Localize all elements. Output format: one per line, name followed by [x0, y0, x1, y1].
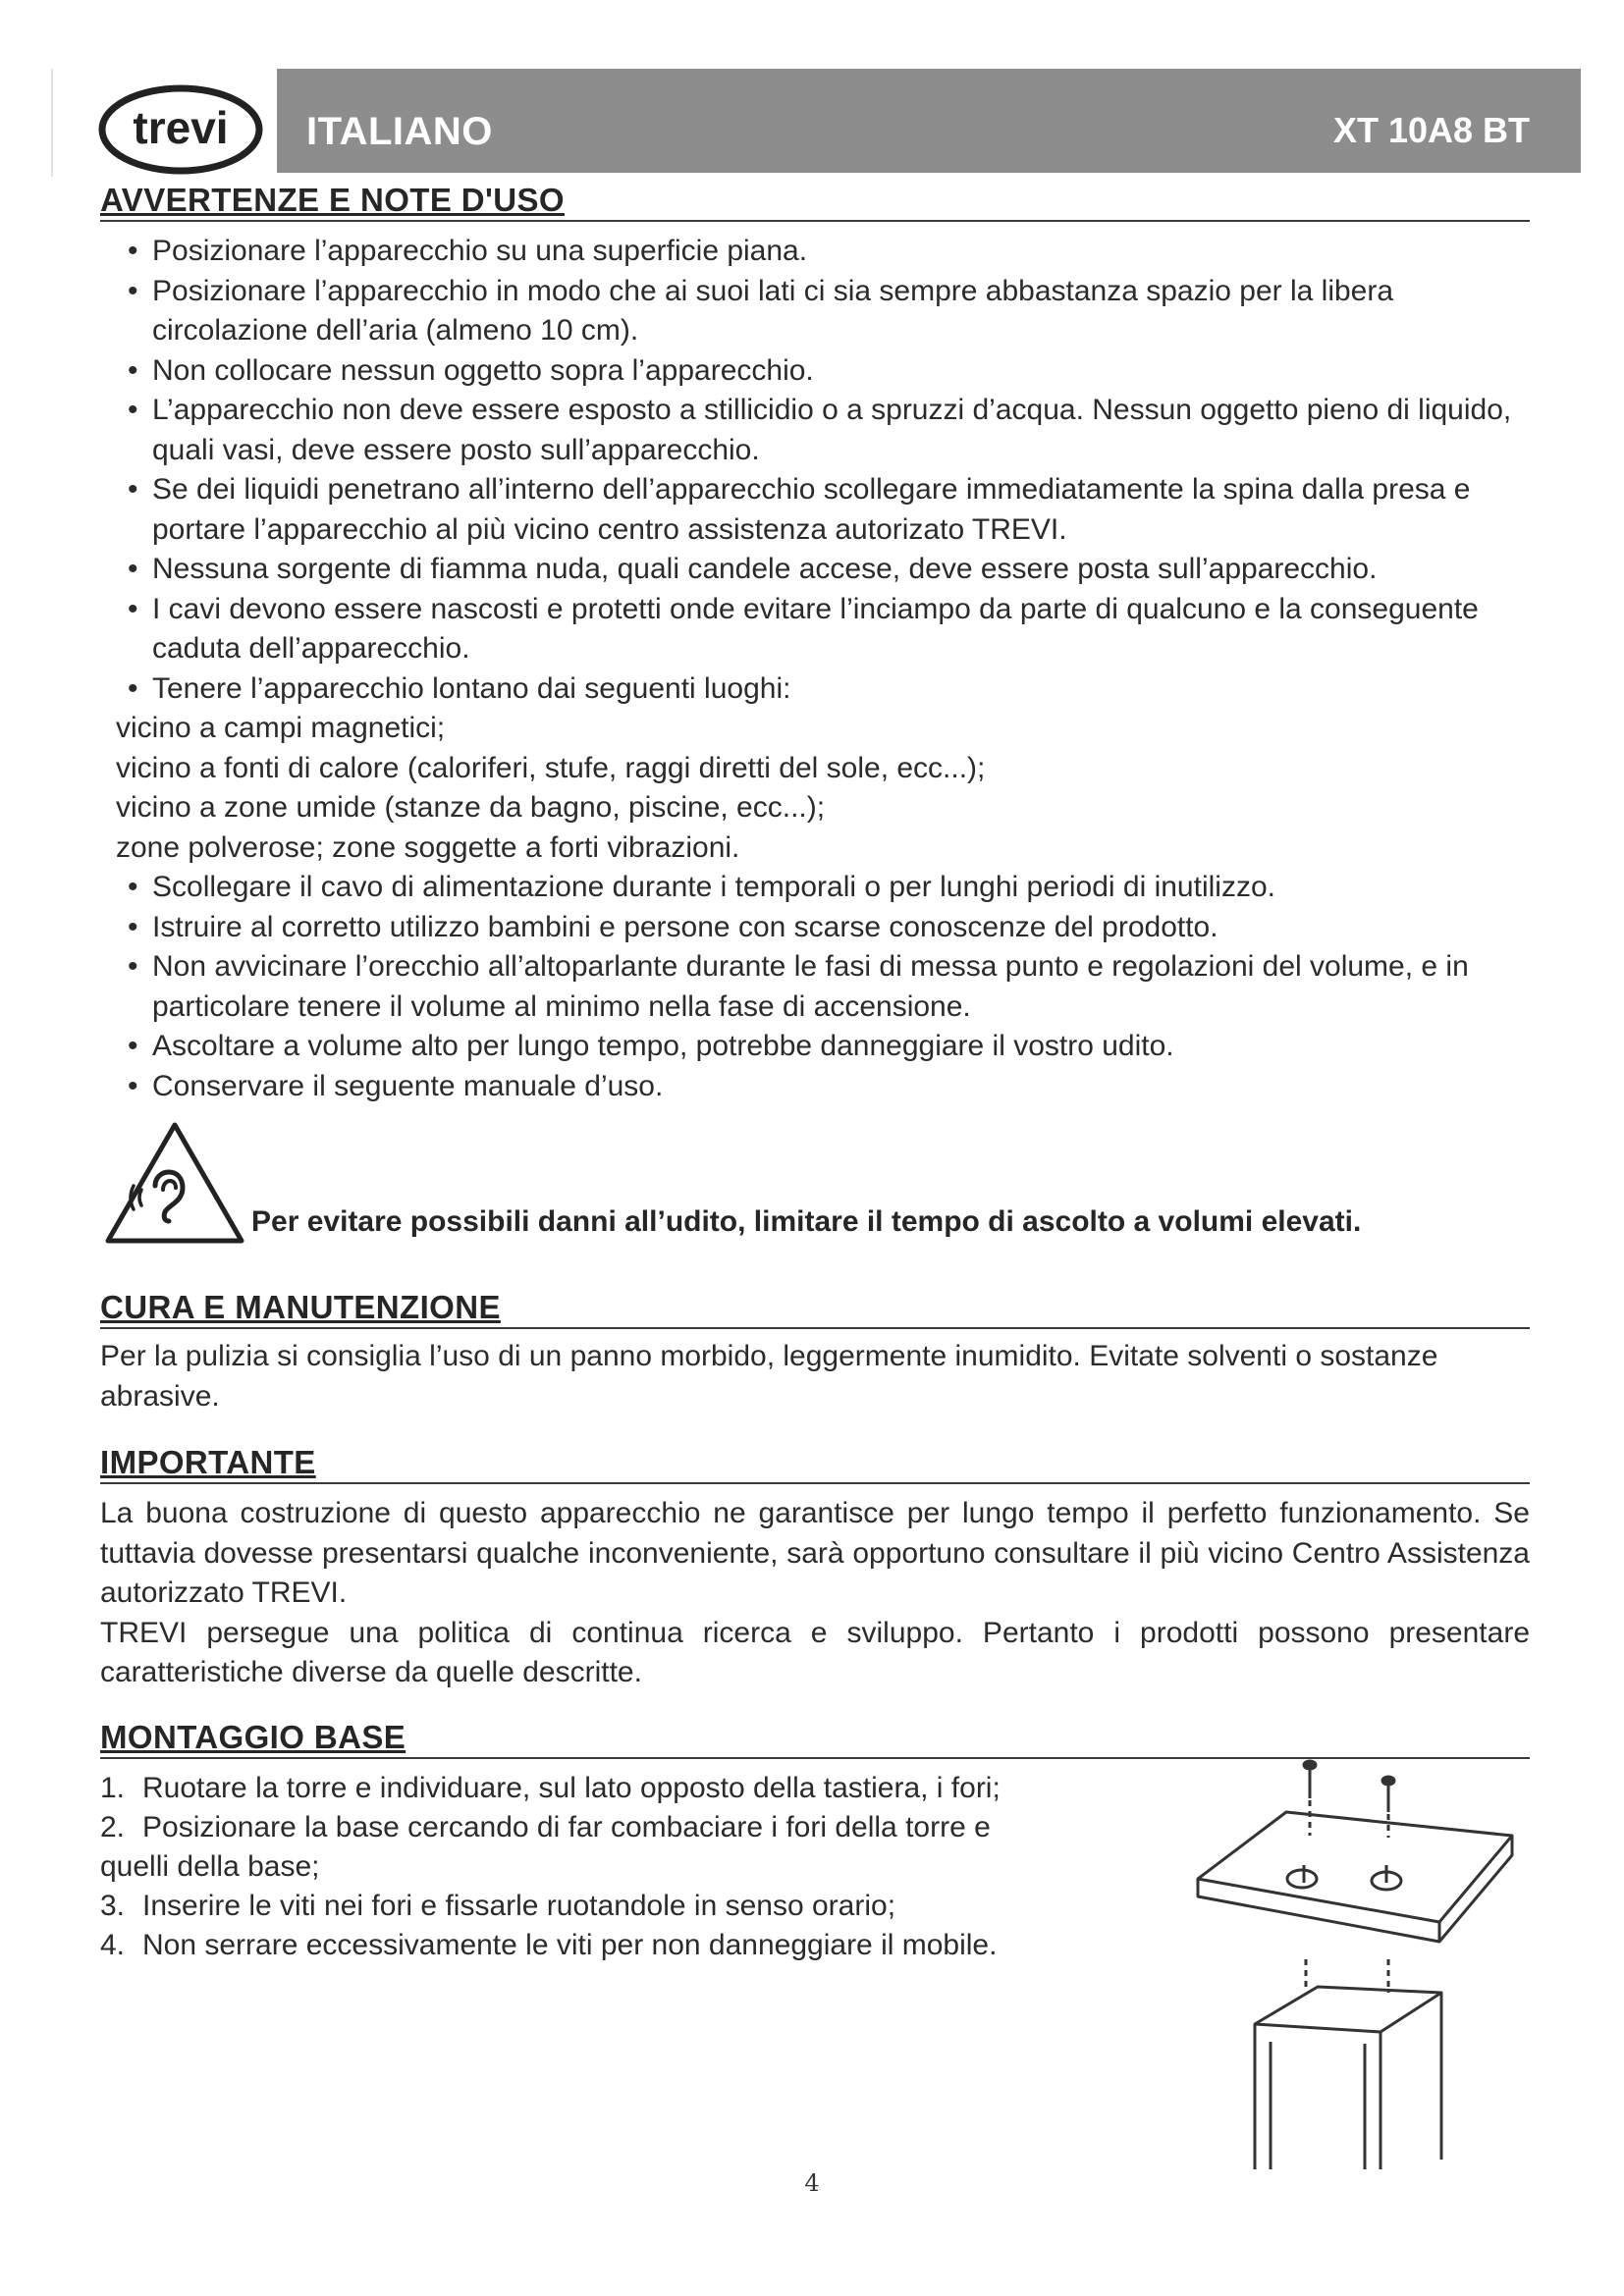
- list-item: • Istruire al corretto utilizzo bambini e persone con scarse conoscenze del prodotto.: [100, 908, 1530, 948]
- list-item: • Tenere l’apparecchio lontano dai seguenti luoghi:: [100, 669, 1530, 710]
- step-item: 3. Inserire le viti nei fori e fissarle ruotandole in senso orario;: [100, 1890, 896, 1922]
- header-bar: [277, 69, 1581, 173]
- section-avvertenze: [100, 183, 1530, 1106]
- section-title: AVVERTENZE E NOTE D'USO: [100, 183, 1530, 222]
- list-item: • Non collocare nessun oggetto sopra l’apparecchio.: [100, 351, 1530, 392]
- list-item: • Nessuna sorgente di fiamma nuda, quali candele accese, deve essere posta sull’apparecchio.: [100, 550, 1530, 590]
- place-item: zone polverose; zone soggette a forti vibrazioni.: [116, 830, 740, 864]
- warnings-list: [100, 232, 1530, 1106]
- list-item: • L’apparecchio non deve essere esposto a stillicidio o a spruzzi d’acqua. Nessun oggetto pieno di liquido, quali vasi, deve essere posto sull’apparecchio.: [100, 391, 1530, 470]
- step-item: 2. Posizionare la base cercando di far combaciare i fori della torre e: [100, 1811, 991, 1843]
- list-item: • Ascoltare a volume alto per lungo tempo, potrebbe danneggiare il vostro udito.: [100, 1027, 1530, 1067]
- svg-text:trevi: trevi: [133, 102, 229, 153]
- importante-paragraph-2: TREVI persegue una politica di continua ricerca e sviluppo. Pertanto i prodotti possono presentare caratteristiche diverse da quelle descritte.: [100, 1616, 1530, 1688]
- place-item: vicino a fonti di calore (caloriferi, stufe, raggi diretti del sole, ecc...);: [116, 751, 986, 784]
- step-item: 1. Ruotare la torre e individuare, sul lato opposto della tastiera, i fori;: [100, 1772, 1001, 1804]
- place-item: vicino a zone umide (stanze da bagno, piscine, ecc...);: [116, 791, 826, 824]
- list-item: • Non avvicinare l’orecchio all’altoparlante durante le fasi di messa punto e regolazioni del volume, e in particolare tenere il volume al minimo nella fase di accensione.: [100, 947, 1530, 1027]
- list-item: • I cavi devono essere nascosti e protetti onde evitare l’inciampo da parte di qualcuno e la conseguente caduta dell’apparecchio.: [100, 590, 1530, 669]
- list-item: • Posizionare l’apparecchio in modo che ai suoi lati ci sia sempre abbastanza spazio per la libera circolazione dell’aria (almeno 10 cm).: [100, 272, 1530, 351]
- trevi-logo: [98, 84, 263, 175]
- hearing-warning: [102, 1119, 1575, 1256]
- base-assembly-illustration: [1178, 1757, 1532, 2179]
- section-title: IMPORTANTE: [100, 1445, 1530, 1484]
- page-number: 4: [804, 2169, 820, 2197]
- cura-text: Per la pulizia si consiglia l’uso di un panno morbido, leggermente inumidito. Evitate solventi o sostanze abrasive.: [100, 1340, 1438, 1413]
- list-item: • Se dei liquidi penetrano all’interno dell’apparecchio scollegare immediatamente la spina dalla presa e portare l’apparecchio al più vicino centro assistenza autorizato TREVI.: [100, 470, 1530, 550]
- list-item: • Scollegare il cavo di alimentazione durante i temporali o per lunghi periodi di inutilizzo.: [100, 868, 1530, 908]
- left-margin-rule: [51, 69, 53, 177]
- section-cura: [100, 1290, 1530, 1416]
- language-title: ITALIANO: [306, 110, 493, 153]
- assembly-steps: [100, 1769, 1082, 1965]
- list-item: • Posizionare l’apparecchio su una superficie piana.: [100, 232, 1530, 272]
- step-item: 4. Non serrare eccessivamente le viti per non danneggiare il mobile.: [100, 1929, 998, 1961]
- section-title: MONTAGGIO BASE: [100, 1720, 1530, 1759]
- place-item: vicino a campi magnetici;: [116, 712, 446, 744]
- section-title: CURA E MANUTENZIONE: [100, 1290, 1530, 1329]
- hearing-warning-text: Per evitare possibili danni all’udito, limitare il tempo di ascolto a volumi elevati.: [251, 1205, 1362, 1238]
- ear-warning-icon: [102, 1119, 247, 1247]
- step-item-continuation: quelli della base;: [100, 1850, 320, 1883]
- model-code: XT 10A8 BT: [1332, 110, 1530, 150]
- list-item: • Conservare il seguente manuale d’uso.: [100, 1067, 1530, 1107]
- importante-paragraph-1: La buona costruzione di questo apparecchio ne garantisce per lungo tempo il perfetto funzionamento. Se tuttavia dovesse presentarsi qualche inconveniente, sarà opportuno consultare il più vicino Centro Assistenza autorizzato TREVI.: [100, 1497, 1530, 1609]
- section-importante: [100, 1445, 1530, 1693]
